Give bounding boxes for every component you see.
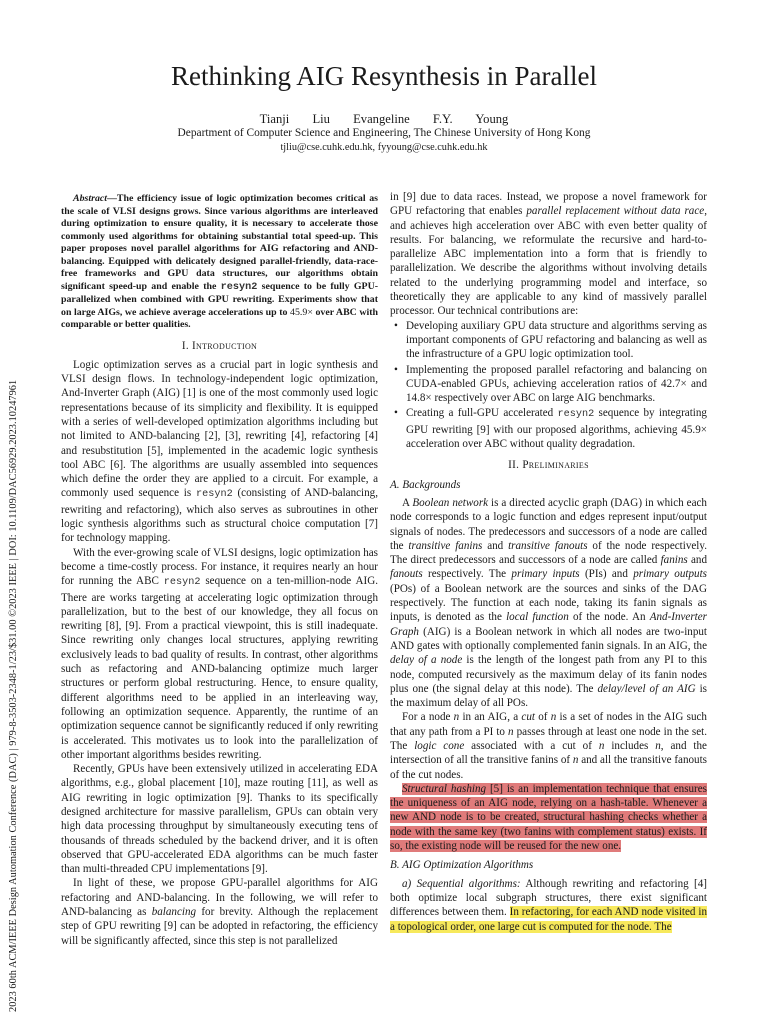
section-title: Introduction [192,339,258,352]
contribution-text: Implementing the proposed parallel refactoring and balancing on CUDA-enabled GPUs, achieving acceleration ratios of 42.7× and 14.8× respectively over ABC on large AIG benchmarks. [406,363,707,405]
abstract-speedup: 45.9× [290,306,313,318]
abstract-text-3: over ABC with comparable or better qualities. [61,306,378,330]
intro-p2-code: resyn2 [163,577,201,589]
text-run: (PIs) and [579,568,634,581]
contribution-item [406,406,707,451]
text-run: Structural hashing [402,782,487,795]
section-number: I. [181,339,193,352]
contribution-list [390,319,707,452]
text-run: fanins [660,554,688,567]
contribution-text: Creating a full-GPU accelerated [406,407,558,420]
text-run: is the maximum delay of all POs. [390,682,707,710]
text-run: For a node [402,711,454,724]
text-run: (POs) of a Boolean network are the sources and sinks of the DAG respectively. The function at each node, taking its fanin signals as inputs, is denoted as the [390,582,707,624]
text-run: of the node. An [568,611,650,624]
text-run: n [572,754,579,767]
right-p1-text: in [9] due to data races. Instead, we propose a novel framework for GPU refactoring that enables [390,191,707,218]
intro-p1-text-2: (consisting of AND-balancing, rewriting and refactoring), which also serves as subroutines in other logic synthesis algorithms such as structural choice computation [7] for technology mapping. [61,487,378,545]
text-run: [5] is an implementation technique that ensures the uniqueness of an AIG node, relying on a hash-table. Whenever a new AND node is to be created, structural hashing checks whether a node with the same key (two fanins with complement status) exists. If so, the existing node will be reused for the new one. [390,782,707,853]
text-run: is a directed acyclic graph (DAG) in which each node corresponds to a logic function and edges represent input/output signals of nodes. The predecessors and successors of a node are called the [390,496,707,552]
section-heading-preliminaries [390,458,707,472]
abstract-code: resyn2 [220,281,258,293]
text-run: n [655,739,661,752]
intro-paragraph-4-continued [390,190,707,319]
intro-paragraph-2 [61,546,378,762]
text-run: in an AIG, a [459,711,522,724]
intro-paragraph-3: Recently, GPUs have been extensively utilized in accelerating EDA algorithms, e.g., global placement [10], maze routing [11], as well as AIG rewriting in logic optimization [9]. Thanks to its specifically designed architecture for massive parallelism, GPUs can obtain very high data processing throughput by simultaneously executing tens of thousands of threads scheduled by the backend driver, and it is often observed that GPU-accelerated EDA algorithms can be much faster than multi-threaded CPU implementations [9]. [61,763,378,876]
intro-p1-code: resyn2 [196,489,233,501]
sequential-algorithms-paragraph [390,877,707,934]
author-list: Tianji Liu Evangeline F.Y. Young [259,112,509,126]
abstract [61,193,378,332]
text-run: And-Inverter Graph [390,611,707,638]
subsection-heading-backgrounds: A. Backgrounds [390,478,461,491]
intro-p2-text: With the ever-growing scale of VLSI designs, logic optimization has become a time-costly process. For instance, it requires nearly an hour for running the ABC [61,546,378,588]
text-run: n [508,725,514,738]
intro-p2-text-2: sequence on a ten-million-node AIG. There are works targeting at accelerating logic optimization through parallelization, but to the best of our knowledge, they all focus on rewriting [8], [9]. From a practical viewpoint, this is still inadequate. Since rewriting only changes local structures, applying rewriting exclusively leads to bad quality of results. In contrast, other algorithms such as refactoring and AND-balancing optimize much larger structures or perform global restructuring. Hence, to ensure quality, different algorithms need to be applied in an interleaving way, following an optimization sequence. Apparently, the runtime of an optimization sequence cannot be significantly reduced if only rewriting is accelerated. This motivates us to look into the parallelization of other important algorithms besides rewriting. [61,575,378,761]
contribution-item [406,363,707,406]
text-run: and [482,539,509,552]
right-p1-emphasis: parallel replacement without data race [526,205,705,218]
paper-title: Rethinking AIG Resynthesis in Parallel [171,61,597,91]
backgrounds-paragraph-2 [390,710,707,781]
text-run: n [550,711,557,724]
intro-p4-text: In light of these, we propose GPU-parallel algorithms for AIG refactoring and AND-balancing. In the following, we will refer to AND-balancing as [61,877,378,919]
contribution-text: Developing auxiliary GPU data structure and algorithms serving as important components of GPU refactoring and balancing as well as the infrastructure of a GPU logic optimization tool. [406,319,707,361]
text-run: (AIG) is a Boolean network in which all nodes are two-input AND gates with optionally complemented fanin signals. In an AIG, the [390,625,707,652]
text-run: n [598,739,605,752]
backgrounds-paragraph-1 [390,496,707,710]
text-run: is the length of the longest path from any PI to this node, computed recursively as the maximum delay of its fanin nodes plus one (the signal delay at this node). The [390,654,707,695]
text-run: In refactoring, for each AND node visited in a topological order, one large cut is computed for the node. The [390,906,707,933]
abstract-label: Abstract [73,193,108,204]
text-run: Although rewriting and refactoring [4] both optimize local subgraph structures, there exist significant differences between them. [390,877,707,919]
right-column [390,190,707,934]
text-run: n [453,711,460,724]
text-run: primary outputs [633,568,707,581]
intro-p4-text-2: for brevity. Although the replacement step of GPU rewriting [9] can be adopted in refactoring, the efficiency will be significantly affected, since this step is not parallelized [61,906,378,947]
text-run: respectively. The [422,568,512,581]
text-run: local function [506,611,569,624]
text-run: associated with a cut of [464,739,599,752]
text-run: , and the intersection of all the transitive fanins of [390,739,707,767]
text-run: transitive fanins [408,539,483,552]
text-run: fanouts [390,568,423,581]
subsection-heading-aig-optimization: B. AIG Optimization Algorithms [390,859,534,872]
abstract-text-2: sequence to be fully GPU-parallelized when combined with GPU rewriting. Experiments show that on large AIGs, we achieve average accelerations up to [61,280,379,318]
text-run: passes through at least one node in the set. The [390,725,708,752]
text-run: cut [521,711,535,724]
section-heading-introduction [61,339,378,353]
section-title: Preliminaries [522,459,589,472]
text-run: transitive fanouts [508,539,588,552]
text-run: and all the transitive fanouts of the cut nodes. [390,754,707,781]
contribution-item [406,319,707,362]
contribution-code: resyn2 [557,409,595,421]
contribution-text-2: sequence by integrating GPU rewriting [9] with our proposed algorithms, achieving 45.9× acceleration over ABC without quality degradation. [406,407,707,451]
abstract-text: —The efficiency issue of logic optimization becomes critical as the scale of VLSI designs grows. Since various algorithms are interleaved during optimization to ensure quality, it is necessary to accelerate those commonly used algorithms for obtaining substantial total speed-up. This paper proposes novel parallel algorithms for AIG refactoring and AND-balancing. Equipped with delicately designed parallel-friendly, data-race-free frameworks and GPU data structures, our algorithms obtain significant speed-up and enable the [61,193,378,292]
text-run: includes [604,739,656,752]
intro-p4-emphasis: balancing [151,906,197,919]
text-run: a) Sequential algorithms: [402,877,521,890]
text-run: of [534,711,551,724]
text-run: delay/level of an AIG [597,682,696,695]
text-run: A [402,496,413,509]
author-affiliation: Department of Computer Science and Engineering, The Chinese University of Hong Kong [177,127,591,139]
intro-paragraph-1 [61,358,378,546]
right-p1-text-2: , and achieves high acceleration over ABC with even better quality of results. For balancing, we reformulate the recursive and hard-to-parallelize ABC implementation into a form that is friendly to parallelization. We describe the algorithms without involving details related to the underlying programming model and interface, so theoretically they are applicable to any kind of massively parallel processor. Our technical contributions are: [390,205,707,318]
intro-p1-text: Logic optimization serves as a crucial part in logic synthesis and VLSI design flows. In technology-independent logic optimization, And-Inverter Graph (AIG) [1] is one of the most commonly used logic representations because of its simplicity and flexibility. It is equipped with a series of well-developed optimization algorithms including but not limited to AND-balancing [2], [3], rewriting [4], refactoring [4] and resubstitution [5], implemented in the academic logic synthesis tool ABC [6]. The algorithms are usually assembled into sequences which define the order they are applied to a circuit. For example, a commonly used sequence is [61,358,378,500]
text-run: is a set of nodes in the AIG such that any path from a PI to [390,711,707,738]
intro-paragraph-4 [61,876,378,947]
author-email[interactable]: tjliu@cse.cuhk.edu.hk, fyyoung@cse.cuhk.edu.hk [280,142,488,153]
text-run: primary inputs [511,568,580,581]
conference-copyright-note: 2023 60th ACM/IEEE Design Automation Conference (DAC) | 979-8-3503-2348-1/23/$31.00 ©2023 IEEE | DOI: 10.1109/DAC56929.2023.10247961 [8,379,19,1012]
text-run: and [687,554,707,567]
section-number: II. [508,459,523,472]
text-run: Boolean network [412,496,489,509]
text-run: logic cone [414,739,465,752]
text-run: delay of a node [390,654,463,667]
backgrounds-paragraph-3 [390,782,707,853]
text-run: of the node respectively. The direct predecessors and successors of a node are called [390,539,707,567]
left-column [61,190,378,948]
